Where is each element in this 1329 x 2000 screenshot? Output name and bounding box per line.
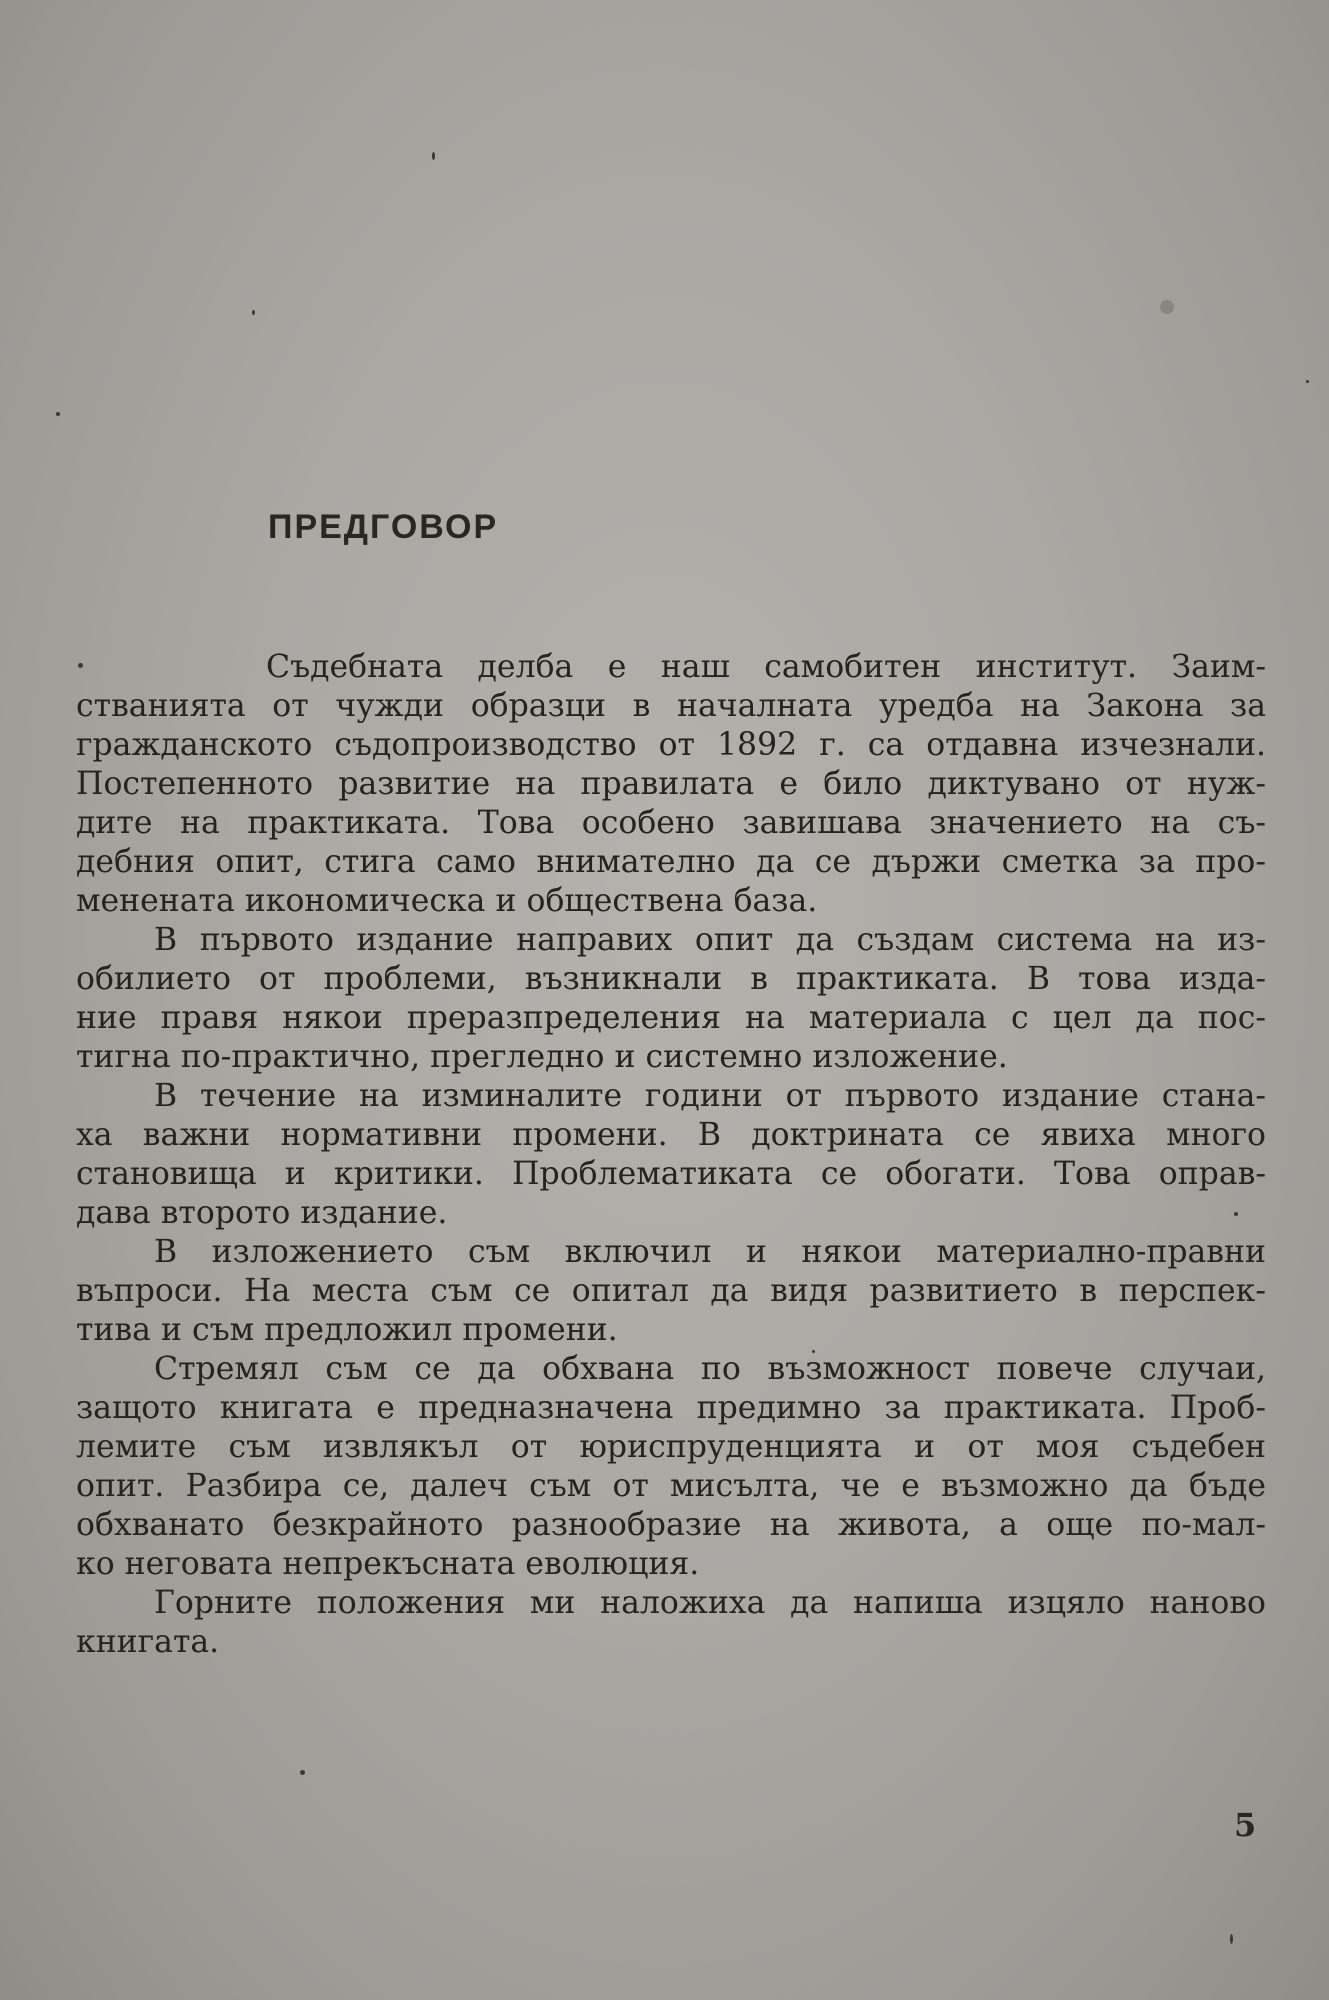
text-line: В изложението съм включил и някои материално-правни [154,1234,1266,1270]
text-line: В течение на изминалите години от първото издание стана- [154,1078,1266,1114]
text-line: тива и съм предложил промени. [76,1312,618,1348]
paper-speck [56,412,60,416]
text-line: Стремял съм се да обхвана по възможност повече случаи, [154,1351,1266,1387]
text-line: лемите съм извлякъл от юриспруденцията и от моя съдебен [76,1429,1266,1465]
paper-speck [1160,300,1174,314]
page-number: 5 [1234,1806,1257,1844]
text-line: Горните положения ми наложиха да напиша изцяло наново [154,1585,1266,1621]
text-line: гражданското съдопроизводство от 1892 г. са отдавна изчезнали. [76,727,1266,763]
text-line: книгата. [76,1624,220,1660]
text-line: дите на практиката. Това особено завишава значението на съ- [76,805,1266,841]
text-line: тигна по-практично, прегледно и системно изложение. [76,1039,1008,1075]
paragraph-4 [76,1233,1266,1350]
text-line: ко неговата непрекъсната еволюция. [76,1546,700,1582]
paper-speck [432,152,435,160]
text-line: опит. Разбира се, далеч съм от мисълта, че е възможно да бъде [76,1468,1266,1504]
paragraph-5 [76,1350,1266,1584]
page-title: ПРЕДГОВОР [268,508,499,546]
text-line: ние правя някои преразпределения на материала с цел да пос- [76,1000,1266,1036]
text-line: Съдебната делба е наш самобитен институт. Заим- [266,649,1266,685]
body-text [76,648,1266,1662]
text-line: стванията от чужди образци в началната уредба на Закона за [76,688,1266,724]
text-line: обхванато безкрайното разнообразие на живота, а още по-мал- [76,1507,1266,1543]
paper-speck [300,1770,305,1775]
paper-speck [252,310,255,315]
text-line: дебния опит, стига само внимателно да се държи сметка за про- [76,844,1266,880]
paragraph-6 [76,1584,1266,1662]
paper-speck [1306,380,1309,383]
text-line: менената икономическа и обществена база. [76,883,818,919]
paragraph-2 [76,921,1266,1077]
paragraph-3 [76,1077,1266,1233]
text-line: ха важни нормативни промени. В доктрината се явиха много [76,1117,1266,1153]
text-line: защото книгата е предназначена предимно за практиката. Проб- [76,1390,1266,1426]
paper-speck [1230,1934,1233,1944]
text-line: становища и критики. Проблематиката се обогати. Това оправ- [76,1156,1266,1192]
text-line: обилието от проблеми, възникнали в практиката. В това изда- [76,961,1266,997]
paragraph-1 [76,648,1266,921]
text-line: дава второто издание. [76,1195,448,1231]
text-line: въпроси. На места съм се опитал да видя развитието в перспек- [76,1273,1266,1309]
text-line: В първото издание направих опит да създам система на из- [154,922,1266,958]
text-line: Постепенното развитие на правилата е било диктувано от нуж- [76,766,1266,802]
